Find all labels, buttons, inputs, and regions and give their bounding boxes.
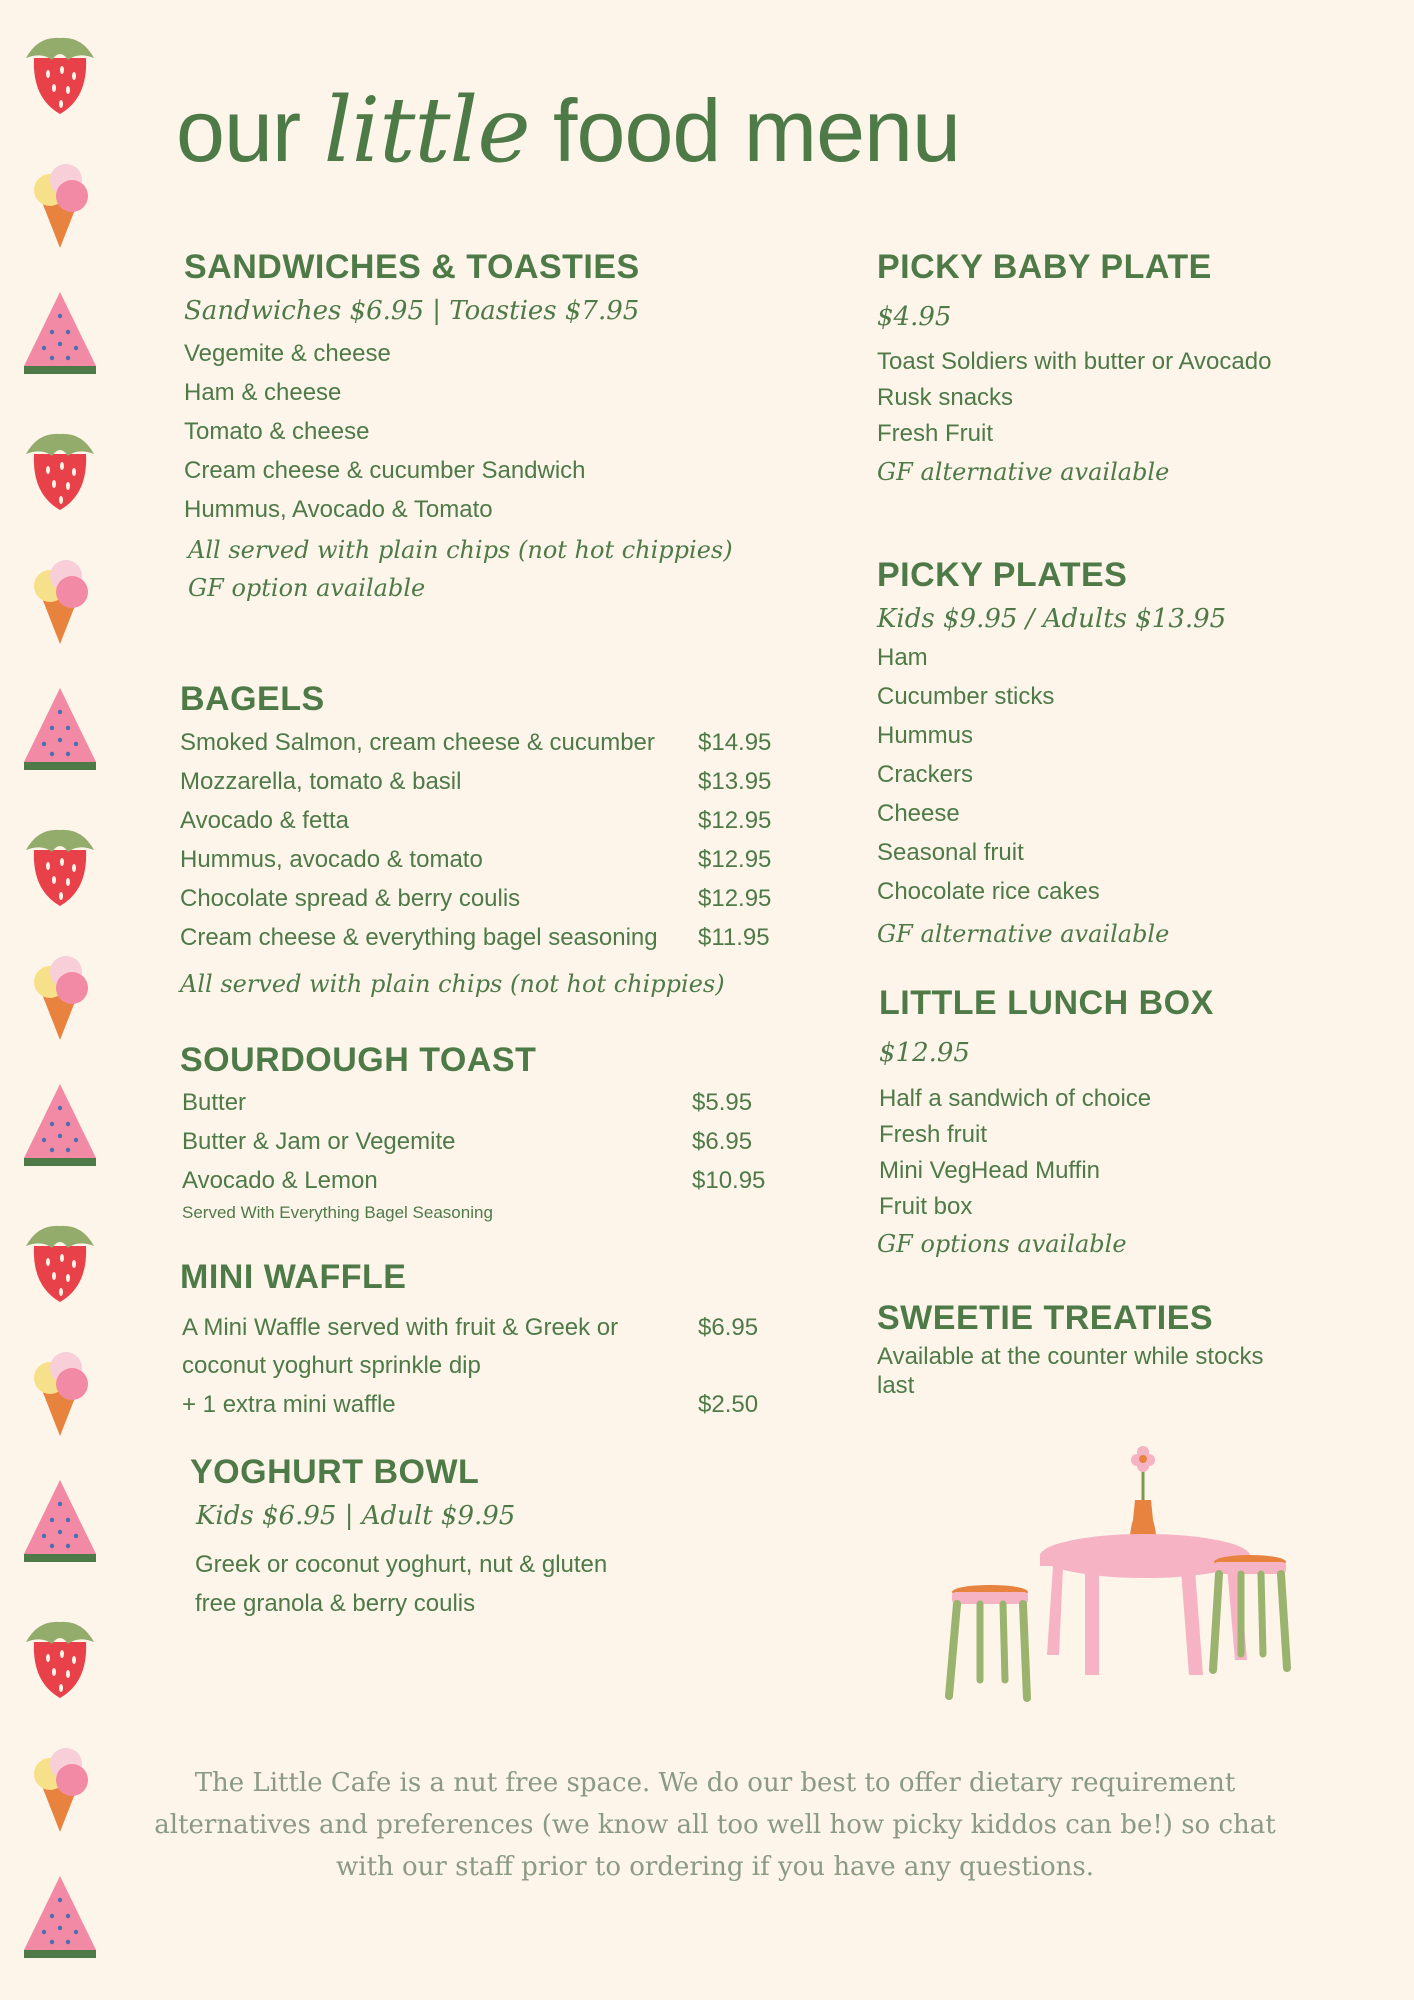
waffle-extra-price: $2.50 — [698, 1391, 759, 1418]
picky-plates-item: Seasonal fruit — [877, 839, 1024, 866]
bagel-item: Avocado & fetta — [180, 807, 350, 834]
waffle-price: $6.95 — [698, 1314, 759, 1341]
sandwiches-prices: Sandwiches $6.95 | Toasties $7.95 — [184, 296, 640, 326]
watermelon-icon — [18, 1470, 102, 1570]
sourdough-heading: SOURDOUGH TOAST — [180, 1041, 537, 1079]
bagel-price: $12.95 — [698, 885, 772, 912]
ice-cream-icon — [18, 546, 102, 646]
bagel-item: Hummus, avocado & tomato — [180, 846, 483, 873]
sourdough-note: Served With Everything Bagel Seasoning — [182, 1203, 493, 1222]
yoghurt-description-line1: Greek or coconut yoghurt, nut & gluten — [195, 1551, 608, 1578]
watermelon-icon — [18, 1866, 102, 1966]
bagel-item: Chocolate spread & berry coulis — [180, 885, 521, 912]
strawberry-icon — [18, 1602, 102, 1702]
yoghurt-description-line2: free granola & berry coulis — [195, 1590, 476, 1617]
lunch-box-item: Fresh fruit — [879, 1121, 988, 1148]
yoghurt-prices: Kids $6.95 | Adult $9.95 — [196, 1501, 516, 1531]
waffle-heading: MINI WAFFLE — [180, 1258, 407, 1296]
strawberry-icon — [18, 810, 102, 910]
title-rest: food menu — [553, 81, 960, 180]
picky-plates-item: Chocolate rice cakes — [877, 878, 1100, 905]
picky-plates-heading: PICKY PLATES — [877, 556, 1128, 594]
bagel-price: $12.95 — [698, 807, 772, 834]
picky-plates-item: Crackers — [877, 761, 974, 788]
treaties-line2: last — [877, 1372, 915, 1399]
footer-line3: with our staff prior to ordering if you have any questions. — [336, 1852, 1094, 1882]
bagel-item: Mozzarella, tomato & basil — [180, 768, 462, 795]
waffle-description-line1: A Mini Waffle served with fruit & Greek or — [182, 1314, 619, 1341]
baby-plate-item: Toast Soldiers with butter or Avocado — [877, 348, 1272, 375]
sandwiches-note: All served with plain chips (not hot chippies) — [188, 536, 733, 564]
lunch-box-heading: LITTLE LUNCH BOX — [879, 984, 1214, 1022]
flower-icon — [1131, 1446, 1155, 1500]
lunch-box-note: GF options available — [877, 1230, 1127, 1258]
strawberry-icon — [18, 18, 102, 118]
title-our: our — [176, 81, 301, 180]
lunch-box-item: Fruit box — [879, 1193, 973, 1220]
page-title — [176, 78, 960, 183]
waffle-extra: + 1 extra mini waffle — [182, 1391, 396, 1418]
bagel-price: $12.95 — [698, 846, 772, 873]
lunch-box-price: $12.95 — [879, 1038, 970, 1068]
sandwich-item: Vegemite & cheese — [184, 340, 391, 367]
sourdough-item: Avocado & Lemon — [182, 1167, 378, 1194]
picky-plates-item: Ham — [877, 644, 928, 671]
sourdough-price: $5.95 — [692, 1089, 753, 1116]
baby-plate-item: Fresh Fruit — [877, 420, 994, 447]
ice-cream-icon — [18, 150, 102, 250]
watermelon-icon — [18, 282, 102, 382]
watermelon-icon — [18, 678, 102, 778]
table-illustration — [935, 1440, 1305, 1710]
treaties-line1: Available at the counter while stocks — [877, 1343, 1264, 1370]
bagel-item: Smoked Salmon, cream cheese & cucumber — [180, 729, 655, 756]
ice-cream-icon — [18, 1734, 102, 1834]
yoghurt-heading: YOGHURT BOWL — [190, 1453, 480, 1491]
picky-plates-note: GF alternative available — [877, 920, 1170, 948]
baby-plate-item: Rusk snacks — [877, 384, 1014, 411]
sandwiches-gf-note: GF option available — [188, 574, 426, 602]
baby-plate-heading: PICKY BABY PLATE — [877, 248, 1212, 286]
baby-plate-price: $4.95 — [877, 302, 952, 332]
ice-cream-icon — [18, 1338, 102, 1438]
watermelon-icon — [18, 1074, 102, 1174]
bagel-price: $14.95 — [698, 729, 772, 756]
bagels-heading: BAGELS — [180, 680, 325, 718]
bagel-price: $11.95 — [698, 924, 770, 951]
sourdough-item: Butter & Jam or Vegemite — [182, 1128, 456, 1155]
footer-line2: alternatives and preferences (we know all too well how picky kiddos can be!) so chat — [154, 1810, 1276, 1840]
sandwich-item: Tomato & cheese — [184, 418, 370, 445]
sandwich-item: Cream cheese & cucumber Sandwich — [184, 457, 586, 484]
sourdough-item: Butter — [182, 1089, 247, 1116]
picky-plates-prices: Kids $9.95 / Adults $13.95 — [877, 604, 1227, 634]
baby-plate-note: GF alternative available — [877, 458, 1170, 486]
strawberry-icon — [18, 414, 102, 514]
sandwiches-heading: SANDWICHES & TOASTIES — [184, 248, 640, 286]
footer-line1: The Little Cafe is a nut free space. We do our best to offer dietary requirement — [194, 1768, 1236, 1798]
lunch-box-item: Half a sandwich of choice — [879, 1085, 1152, 1112]
footer-note — [150, 1762, 1280, 1888]
title-little: little — [323, 78, 530, 183]
picky-plates-item: Hummus — [877, 722, 974, 749]
strawberry-icon — [18, 1206, 102, 1306]
picky-plates-item: Cucumber sticks — [877, 683, 1055, 710]
waffle-description-line2: coconut yoghurt sprinkle dip — [182, 1352, 481, 1379]
bagel-price: $13.95 — [698, 768, 772, 795]
bagels-note: All served with plain chips (not hot chippies) — [180, 970, 725, 998]
sandwich-item: Ham & cheese — [184, 379, 342, 406]
lunch-box-item: Mini VegHead Muffin — [879, 1157, 1101, 1184]
treaties-heading: SWEETIE TREATIES — [877, 1299, 1214, 1337]
ice-cream-icon — [18, 942, 102, 1042]
bagel-item: Cream cheese & everything bagel seasoning — [180, 924, 658, 951]
sourdough-price: $6.95 — [692, 1128, 753, 1155]
picky-plates-item: Cheese — [877, 800, 960, 827]
sandwich-item: Hummus, Avocado & Tomato — [184, 496, 493, 523]
sourdough-price: $10.95 — [692, 1167, 766, 1194]
